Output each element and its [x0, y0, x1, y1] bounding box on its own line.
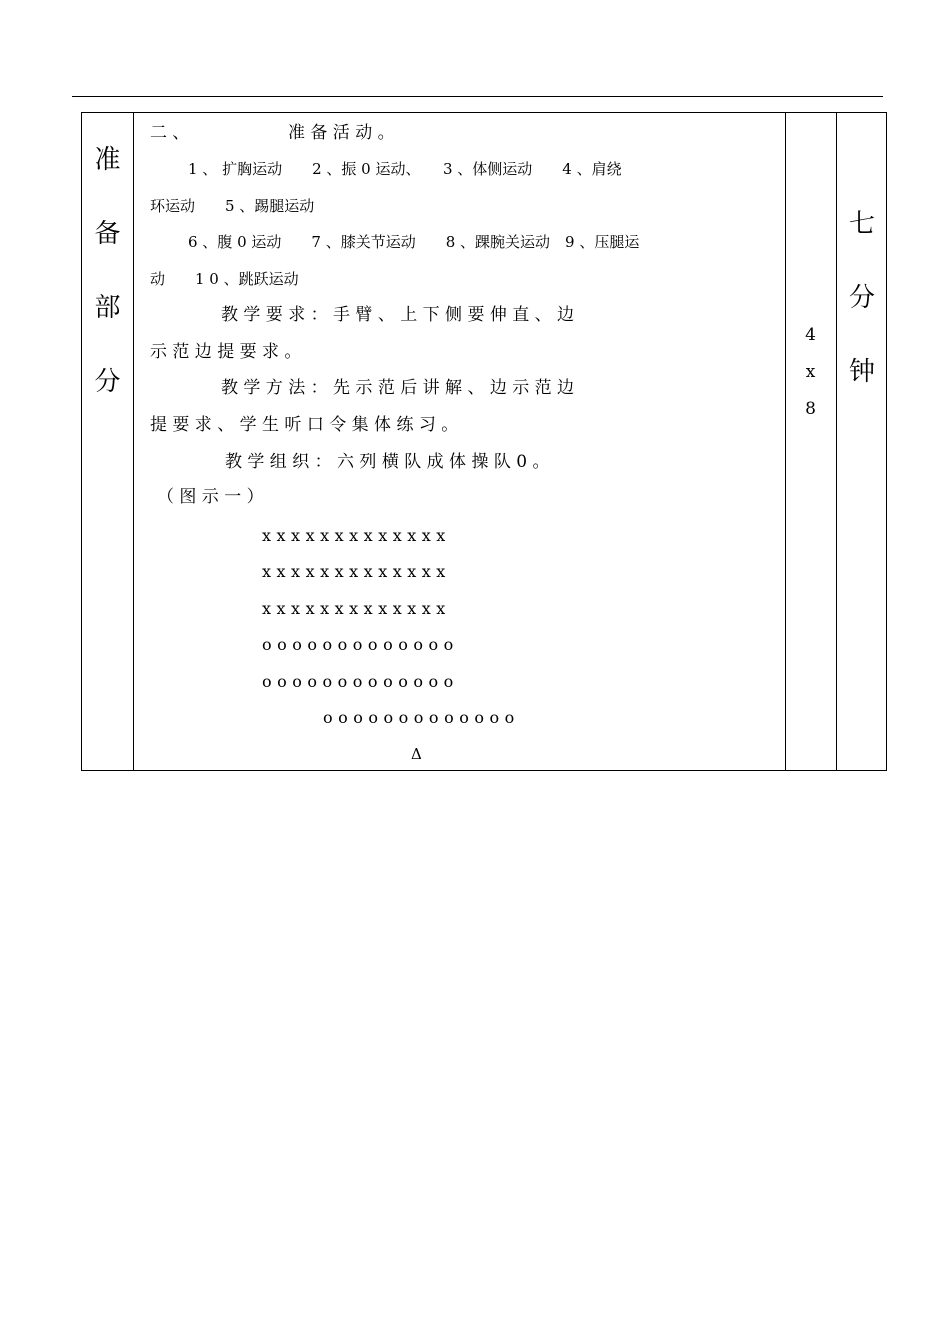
exercise-row-1: 1 、 扩胸运动 2 、振 0 运动、 3 、体侧运动 4 、肩绕	[188, 160, 622, 178]
requirement-row-1: 教 学 要 求 ： 手 臂 、 上 下 侧 要 伸 直 、 边	[221, 305, 575, 325]
time-cell	[836, 211, 888, 433]
exercise-row-2: 环运动 5 、踢腿运动	[150, 197, 315, 215]
count-char: 8	[805, 399, 816, 419]
column-divider-1	[133, 113, 134, 770]
section-label-char: 备	[94, 219, 121, 249]
formation-row: ooooooooooooo	[323, 708, 520, 727]
count-cell	[785, 325, 836, 436]
count-char: x	[805, 362, 816, 382]
section-label-char: 分	[94, 367, 121, 397]
section-label-char: 部	[94, 293, 121, 323]
heading-title: 准 备 活 动 。	[288, 123, 395, 143]
formation-row: xxxxxxxxxxxxx	[262, 526, 451, 545]
method-row-2: 提 要 求 、 学 生 听 口 令 集 体 练 习 。	[150, 415, 459, 435]
exercise-row-3: 6 、腹 0 运动 7 、膝关节运动 8 、踝腕关运动 9 、压腿运	[188, 233, 640, 251]
formation-row: xxxxxxxxxxxxx	[262, 599, 451, 618]
time-char: 分	[848, 283, 875, 313]
requirement-row-2: 示 范 边 提 要 求 。	[150, 342, 302, 362]
section-label-cell	[82, 147, 133, 443]
method-row-1: 教 学 方 法 ： 先 示 范 后 讲 解 、 边 示 范 边	[221, 378, 575, 398]
heading-number: 二 、	[150, 123, 190, 143]
formation-row: xxxxxxxxxxxxx	[262, 562, 451, 581]
lesson-plan-table	[81, 112, 887, 771]
formation-row: ooooooooooooo	[262, 672, 459, 691]
section-label-char: 准	[94, 145, 121, 175]
header-rule	[72, 96, 883, 97]
time-char: 钟	[848, 357, 875, 387]
organization-row-1: 教 学 组 织 ： 六 列 横 队 成 体 操 队 0 。	[225, 452, 550, 472]
teacher-mark: Δ	[411, 745, 422, 763]
time-char: 七	[848, 209, 875, 239]
column-divider-2	[785, 113, 786, 770]
organization-row-2: （ 图 示 一 ）	[157, 487, 264, 507]
formation-row: ooooooooooooo	[262, 635, 459, 654]
exercise-row-4: 动 1 0 、跳跃运动	[150, 270, 299, 288]
count-char: 4	[805, 325, 816, 345]
